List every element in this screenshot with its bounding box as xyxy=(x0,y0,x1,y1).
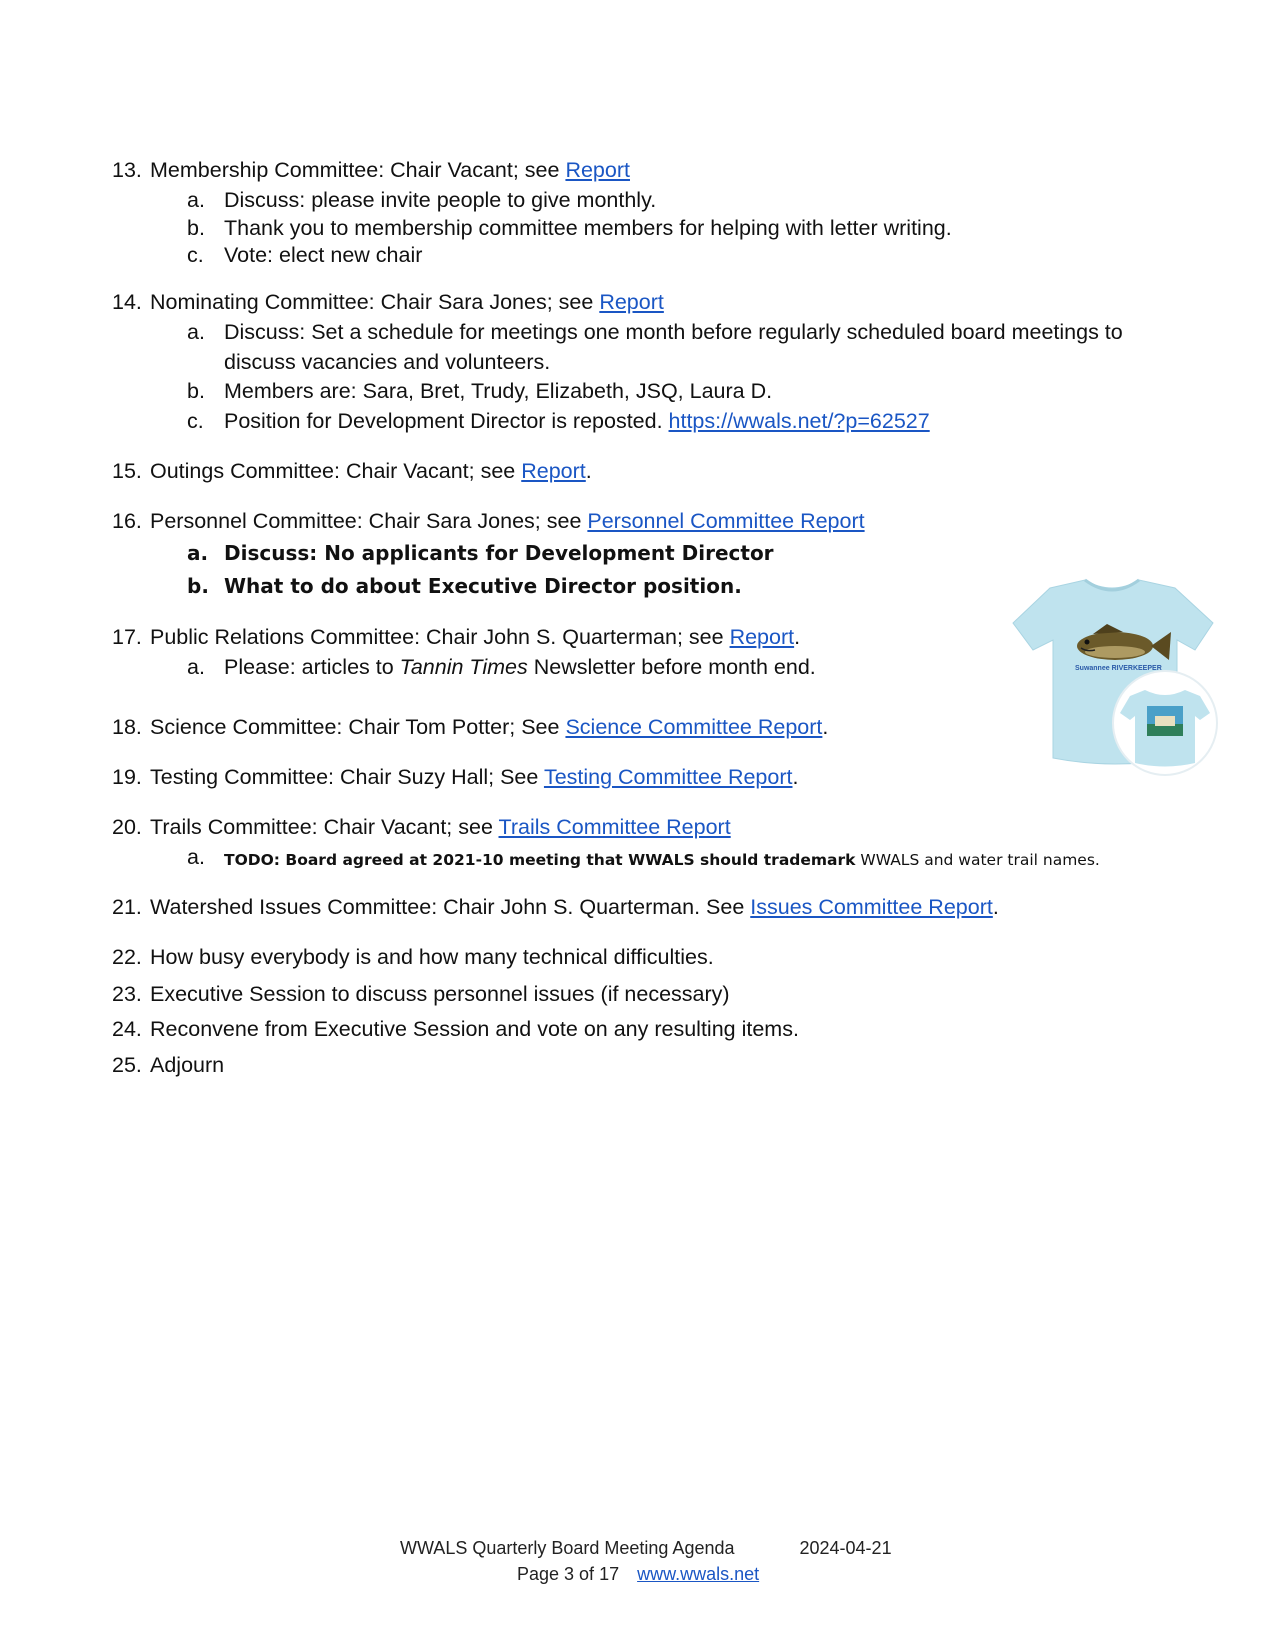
item-number: 21. xyxy=(112,895,142,919)
agenda-subitem-14a xyxy=(187,317,1174,377)
todo-text: WWALS and water trail names. xyxy=(855,851,1100,869)
agenda-item-21 xyxy=(112,892,1192,922)
item-text: Nominating Committee: Chair Sara Jones; see xyxy=(150,290,600,314)
item-text: Adjourn xyxy=(150,1053,225,1077)
science-report-link[interactable]: Science Committee Report xyxy=(565,715,823,739)
agenda-item-15 xyxy=(112,456,1192,486)
agenda-subitem-13b xyxy=(187,213,1174,243)
item-number: 19. xyxy=(112,765,142,789)
agenda-subitem-20a xyxy=(187,842,1174,875)
item-punct: . xyxy=(585,459,592,483)
sub-text: Discuss: No applicants for Development Director xyxy=(224,541,774,565)
sub-text: Discuss: Set a schedule for meetings one month before regularly scheduled board meetings to discuss vacancies and volunteers. xyxy=(224,320,1123,374)
item-number: 25. xyxy=(112,1053,142,1077)
footer-row xyxy=(400,1535,892,1561)
sub-text: Vote: elect new chair xyxy=(224,243,423,267)
sub-letter: b. xyxy=(187,574,209,598)
item-number: 14. xyxy=(112,290,142,314)
footer-date: 2024-04-21 xyxy=(799,1538,892,1558)
item-number: 16. xyxy=(112,509,142,533)
footer-site-link[interactable]: www.wwals.net xyxy=(637,1564,760,1584)
item-text: Testing Committee: Chair Suzy Hall; See xyxy=(150,765,544,789)
item-punct: . xyxy=(794,625,801,649)
agenda-item-25 xyxy=(112,1050,1192,1080)
item-number: 13. xyxy=(112,158,142,182)
newsletter-title: Tannin Times xyxy=(399,655,528,679)
item-number: 18. xyxy=(112,715,142,739)
item-number: 24. xyxy=(112,1017,142,1041)
agenda-item-14 xyxy=(112,287,1192,317)
item-text: Trails Committee: Chair Vacant; see xyxy=(150,815,499,839)
item-number: 15. xyxy=(112,459,142,483)
sub-letter: a. xyxy=(187,320,205,344)
riverkeeper-tshirt-image xyxy=(1005,578,1220,778)
item-text: Reconvene from Executive Session and vote on any resulting items. xyxy=(150,1017,799,1041)
item-number: 22. xyxy=(112,945,142,969)
item-text: Executive Session to discuss personnel issues (if necessary) xyxy=(150,982,730,1006)
sub-letter: a. xyxy=(187,845,205,869)
item-text: Watershed Issues Committee: Chair John S. Quarterman. See xyxy=(150,895,751,919)
agenda-subitem-14b xyxy=(187,376,1174,406)
todo-bold-text: TODO: Board agreed at 2021-10 meeting that WWALS should trademark xyxy=(224,851,856,869)
agenda-subitem-13a xyxy=(187,185,1174,215)
sub-text-after: Newsletter before month end. xyxy=(527,655,816,679)
nominating-report-link[interactable]: Report xyxy=(599,290,664,314)
item-punct: . xyxy=(792,765,799,789)
sub-letter: a. xyxy=(187,655,205,679)
agenda-item-20 xyxy=(112,812,1192,842)
trails-report-link[interactable]: Trails Committee Report xyxy=(498,815,731,839)
shirt-label: Suwannee RIVERKEEPER xyxy=(1075,665,1162,672)
sub-text xyxy=(224,842,1174,875)
pr-report-link[interactable]: Report xyxy=(729,625,795,649)
outings-report-link[interactable]: Report xyxy=(521,459,586,483)
sub-letter: c. xyxy=(187,409,204,433)
item-text: Membership Committee: Chair Vacant; see xyxy=(150,158,566,182)
tshirt-graphic xyxy=(1005,578,1220,778)
footer-row xyxy=(517,1561,759,1587)
item-punct: . xyxy=(992,895,999,919)
agenda-item-24 xyxy=(112,1014,1192,1044)
sub-text: What to do about Executive Director position. xyxy=(224,574,742,598)
sub-text-body: Position for Development Director is reposted. xyxy=(224,409,669,433)
agenda-subitem-14c xyxy=(187,406,1174,436)
agenda-item-22 xyxy=(112,942,1192,972)
item-number: 20. xyxy=(112,815,142,839)
item-punct: . xyxy=(822,715,829,739)
footer-title: WWALS Quarterly Board Meeting Agenda xyxy=(400,1538,735,1558)
personnel-report-link[interactable]: Personnel Committee Report xyxy=(587,509,865,533)
membership-report-link[interactable]: Report xyxy=(565,158,630,182)
sub-text: Discuss: please invite people to give monthly. xyxy=(224,188,657,212)
item-text: Personnel Committee: Chair Sara Jones; see xyxy=(150,509,588,533)
sub-letter: a. xyxy=(187,541,209,565)
item-number: 23. xyxy=(112,982,142,1006)
item-text: How busy everybody is and how many technical difficulties. xyxy=(150,945,714,969)
sub-letter: b. xyxy=(187,379,205,403)
footer-page-number: Page 3 of 17 xyxy=(517,1564,620,1584)
item-text: Outings Committee: Chair Vacant; see xyxy=(150,459,522,483)
item-text: Public Relations Committee: Chair John S. Quarterman; see xyxy=(150,625,730,649)
item-number: 17. xyxy=(112,625,142,649)
sub-letter: a. xyxy=(187,188,205,212)
sub-letter: c. xyxy=(187,243,204,267)
agenda-item-23 xyxy=(112,979,1192,1009)
testing-report-link[interactable]: Testing Committee Report xyxy=(543,765,793,789)
agenda-item-13 xyxy=(112,155,1192,185)
sub-text: Members are: Sara, Bret, Trudy, Elizabeth, JSQ, Laura D. xyxy=(224,379,773,403)
agenda-subitem-16a xyxy=(187,538,1174,568)
issues-report-link[interactable]: Issues Committee Report xyxy=(750,895,993,919)
item-text: Science Committee: Chair Tom Potter; See xyxy=(150,715,566,739)
sub-text xyxy=(224,406,1174,436)
agenda-item-16 xyxy=(112,506,1192,536)
sub-letter: b. xyxy=(187,216,205,240)
development-director-link[interactable]: https://wwals.net/?p=62527 xyxy=(668,409,930,433)
sub-text: Thank you to membership committee members for helping with letter writing. xyxy=(224,216,952,240)
agenda-subitem-13c xyxy=(187,240,1174,270)
sub-text-before: Please: articles to xyxy=(224,655,400,679)
